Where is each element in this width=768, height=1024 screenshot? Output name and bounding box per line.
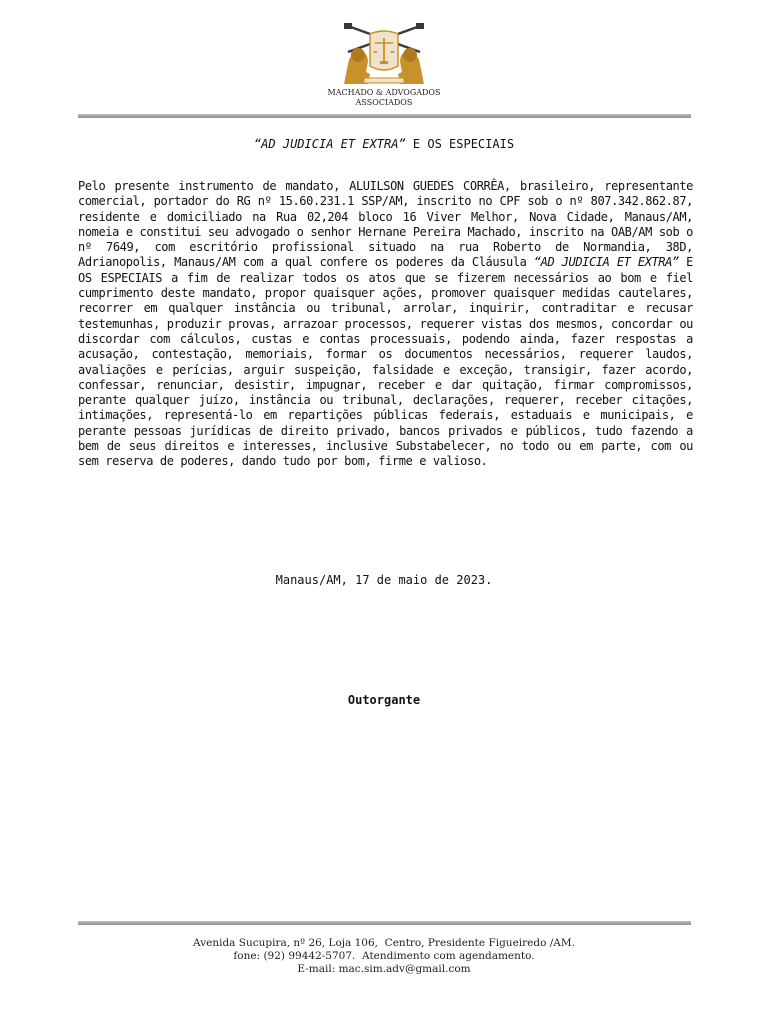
- header-divider: [78, 114, 691, 118]
- body-italic-clause: “AD JUDICIA ET EXTRA”: [533, 255, 679, 270]
- footer: [0, 937, 768, 976]
- footer-phone: fone: (92) 99442-5707. Atendimento com agendamento.: [233, 950, 535, 962]
- firm-name-line2: ASSOCIADOS: [355, 98, 413, 107]
- document-title: [0, 136, 768, 152]
- date-line: Manaus/AM, 17 de maio de 2023.: [275, 573, 493, 587]
- firm-name-line1: MACHADO & ADVOGADOS: [327, 88, 441, 97]
- law-firm-lions-scales-logo-icon: [338, 22, 430, 88]
- title-rest-part: E OS ESPECIAIS: [405, 137, 515, 151]
- grantor-label: Outorgante: [347, 693, 421, 707]
- body-part1: Pelo presente instrumento de mandato, ALUILSON GUEDES CORRÊA, brasileiro, representante comercial, portador do RG nº 15.60.231.1 SSP/AM, inscrito no CPF sob o nº 807.342.862.87, residente e domiciliado na Rua 02,204 bloco 16 Viver Melhor, Nova Cidade, Manaus/AM, nomeia e constitui seu advogado o senhor Hernane Pereira Machado, inscrito na OAB/AM sob o nº 7649, com escritório profissional situado na rua Roberto de Normandia, 38D, Adrianopolis, Manaus/AM com a qual confere os poderes da Cláusula: [78, 179, 693, 270]
- mandate-body: [78, 179, 693, 470]
- footer-divider: [78, 921, 691, 925]
- footer-email: E-mail: mac.sim.adv@gmail.com: [297, 963, 471, 975]
- title-italic-part: “AD JUDICIA ET EXTRA”: [253, 137, 406, 151]
- firm-name: [300, 88, 468, 108]
- footer-address: Avenida Sucupira, nº 26, Loja 106, Centro, Presidente Figueiredo /AM.: [193, 937, 575, 949]
- body-part2: E OS ESPECIAIS a fim de realizar todos os atos que se fizerem necessários ao bom e fiel cumprimento deste mandato, propor quaisquer ações, promover quaisquer medidas cautelares, recorrer em qualquer instância ou tribunal, arrolar, inquirir, contraditar e recusar testemunhas, produzir provas, arrazoar processos, requerer vistas dos mesmos, concordar ou discordar com cálculos, custas e contas processuais, podendo ainda, fazer respostas a acusação, contestação, memoriais, formar os documentos necessários, requerer laudos, avaliações e perícias, arguir suspeição, falsidade e exceção, transigir, fazer acordo, confessar, renunciar, desistir, impugnar, receber e dar quitação, firmar compromissos, perante qualquer juízo, instância ou tribunal, declarações, requerer, receber citações, intimações, representá-lo em repartições públicas federais, estaduais e municipais, e perante pessoas jurídicas de direito privado, bancos privados e públicos, tudo fazendo a bem de seus direitos e interesses, inclusive Substabelecer, no todo ou em parte, com ou sem reserva de poderes, dando tudo por bom, firme e valioso.: [78, 255, 693, 469]
